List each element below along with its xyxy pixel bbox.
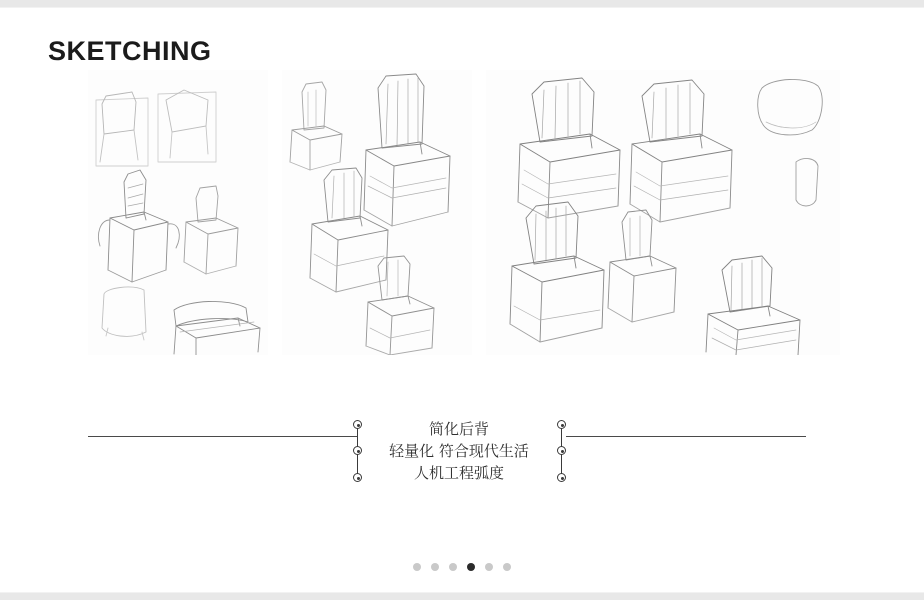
- pagination[interactable]: [0, 563, 924, 571]
- page-top-edge: [0, 0, 924, 8]
- pagination-dot-6[interactable]: [503, 563, 511, 571]
- caption-rule-left: [88, 436, 358, 437]
- caption-text: [364, 418, 554, 484]
- bracket-dot: [557, 473, 566, 482]
- pagination-dot-1[interactable]: [413, 563, 421, 571]
- slide-sheet: [0, 8, 924, 592]
- caption-line-1: 简化后背: [428, 420, 489, 438]
- sketch-panel-right: [486, 70, 840, 355]
- caption-bracket-right: [556, 420, 567, 484]
- bracket-dot: [557, 446, 566, 455]
- caption-line-3: 人机工程弧度: [413, 464, 504, 482]
- bracket-dot: [353, 473, 362, 482]
- page-bottom-edge: [0, 592, 924, 600]
- bracket-dot: [353, 420, 362, 429]
- caption-block: [0, 416, 924, 511]
- bracket-dot: [353, 446, 362, 455]
- pagination-dot-2[interactable]: [431, 563, 439, 571]
- page-title: SKETCHING: [48, 36, 212, 66]
- sketch-board: [88, 70, 840, 355]
- caption-bracket-left: [352, 420, 363, 484]
- caption-line-2: 轻量化 符合现代生活: [389, 442, 529, 460]
- pagination-dot-5[interactable]: [485, 563, 493, 571]
- caption-rule-right: [566, 436, 806, 437]
- pagination-dot-3[interactable]: [449, 563, 457, 571]
- sketch-panel-center: [282, 70, 472, 355]
- sketch-panel-left: [88, 70, 268, 355]
- pagination-dot-4[interactable]: [467, 563, 475, 571]
- bracket-dot: [557, 420, 566, 429]
